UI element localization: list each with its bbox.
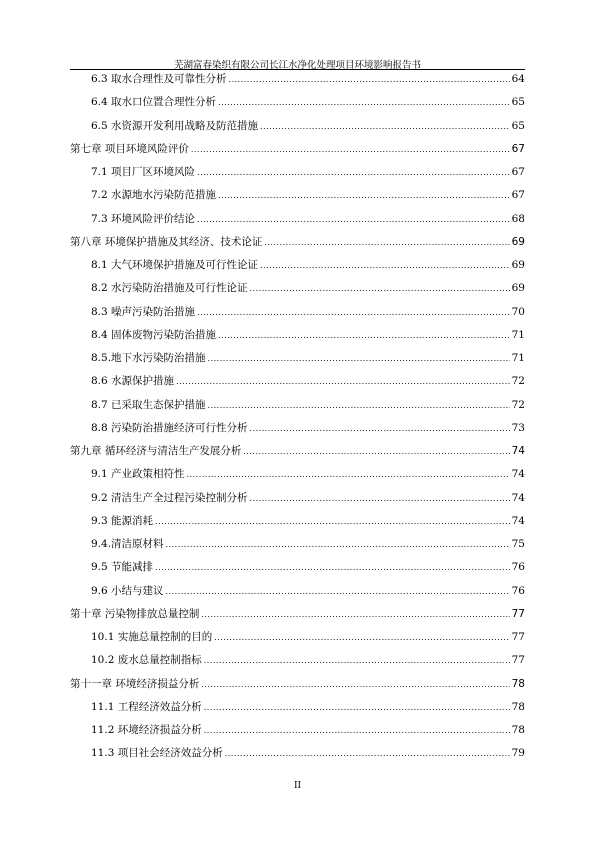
toc-entry-label: 8.5.地下水污染防治措施 bbox=[91, 352, 206, 364]
toc-dot-leader bbox=[166, 538, 510, 552]
toc-dot-leader bbox=[197, 213, 510, 227]
toc-section-entry[interactable] bbox=[91, 746, 525, 761]
toc-entry-page: 67 bbox=[511, 166, 525, 178]
toc-entry-page: 74 bbox=[511, 468, 525, 481]
toc-section-entry[interactable] bbox=[91, 351, 525, 366]
toc-section-entry[interactable] bbox=[91, 653, 525, 668]
toc-dot-leader bbox=[208, 399, 510, 413]
toc-entry-page: 65 bbox=[511, 119, 525, 132]
toc-section-entry[interactable] bbox=[91, 305, 525, 320]
toc-entry-label: 9.4.清洁原材料 bbox=[91, 538, 164, 550]
toc-entry-label: 8.8 污染防治措施经济可行性分析 bbox=[91, 421, 248, 434]
toc-entry-page: 70 bbox=[511, 305, 525, 318]
toc-chapter-entry[interactable] bbox=[70, 142, 525, 157]
toc-entry-page: 71 bbox=[511, 328, 525, 341]
toc-entry-label: 第九章 循环经济与清洁生产发展分析 bbox=[70, 445, 242, 457]
toc-dot-leader bbox=[218, 96, 510, 110]
toc-dot-leader bbox=[250, 492, 510, 506]
toc-entry-label: 9.1 产业政策相符性 bbox=[91, 468, 185, 481]
toc-entry-page: 78 bbox=[511, 677, 525, 690]
toc-entry-label: 9.2 清洁生产全过程污染控制分析 bbox=[91, 491, 248, 504]
toc-entry-label: 8.1 大气环境保护措施及可行性论证 bbox=[91, 259, 259, 271]
toc-entry-page: 77 bbox=[511, 607, 525, 620]
toc-dot-leader bbox=[260, 259, 510, 273]
toc-dot-leader bbox=[197, 166, 510, 180]
toc-entry-page: 69 bbox=[511, 235, 525, 248]
toc-dot-leader bbox=[218, 189, 510, 203]
toc-dot-leader bbox=[214, 631, 509, 645]
toc-entry-label: 11.3 项目社会经济效益分析 bbox=[91, 747, 223, 760]
toc-section-entry[interactable] bbox=[91, 374, 525, 389]
toc-entry-label: 11.1 工程经济效益分析 bbox=[91, 700, 202, 713]
toc-dot-leader bbox=[155, 515, 510, 529]
toc-dot-leader bbox=[166, 585, 510, 599]
toc-dot-leader bbox=[191, 143, 510, 157]
toc-section-entry[interactable] bbox=[91, 119, 525, 134]
page-number: II bbox=[293, 781, 302, 791]
toc-entry-label: 10.2 废水总量控制指标 bbox=[91, 654, 202, 667]
toc-chapter-entry[interactable] bbox=[70, 444, 525, 459]
toc-entry-label: 8.3 噪声污染防治措施 bbox=[91, 305, 196, 318]
toc-dot-leader bbox=[197, 306, 510, 320]
toc-section-entry[interactable] bbox=[91, 421, 525, 436]
toc-entry-page: 78 bbox=[511, 700, 525, 713]
toc-entry-label: 9.5 节能减排 bbox=[91, 561, 154, 574]
toc-section-entry[interactable] bbox=[91, 491, 525, 506]
toc-section-entry[interactable] bbox=[91, 560, 525, 575]
toc-section-entry[interactable] bbox=[91, 188, 525, 203]
toc-entry-label: 6.4 取水口位置合理性分析 bbox=[91, 96, 217, 109]
toc-entry-page: 72 bbox=[511, 398, 525, 411]
toc-entry-page: 68 bbox=[511, 212, 525, 225]
toc-entry-label: 6.5 水资源开发利用战略及防范措施 bbox=[91, 119, 259, 132]
toc-section-entry[interactable] bbox=[91, 584, 525, 599]
toc-dot-leader bbox=[250, 422, 510, 436]
toc-entry-label: 8.2 水污染防治措施及可行性论证 bbox=[91, 282, 248, 295]
toc-entry-page: 79 bbox=[511, 747, 525, 760]
toc-section-entry[interactable] bbox=[91, 630, 525, 645]
toc-dot-leader bbox=[187, 468, 510, 482]
toc-chapter-entry[interactable] bbox=[70, 607, 525, 622]
toc-entry-label: 7.2 水源地水污染防范措施 bbox=[91, 189, 217, 202]
toc-entry-label: 第十一章 环境经济损益分析 bbox=[70, 677, 200, 690]
toc-entry-page: 77 bbox=[511, 631, 525, 643]
toc-entry-page: 74 bbox=[511, 491, 525, 504]
toc-dot-leader bbox=[260, 120, 510, 134]
toc-entry-page: 69 bbox=[511, 282, 525, 295]
toc-entry-page: 74 bbox=[511, 514, 525, 527]
toc-dot-leader bbox=[250, 282, 510, 296]
toc-dot-leader bbox=[204, 724, 510, 738]
header-rule bbox=[70, 69, 525, 70]
toc-entry-label: 第七章 项目环境风险评价 bbox=[70, 142, 189, 155]
toc-section-entry[interactable] bbox=[91, 72, 525, 87]
toc-entry-page: 65 bbox=[511, 96, 525, 109]
toc-dot-leader bbox=[225, 747, 510, 761]
toc-section-entry[interactable] bbox=[91, 212, 525, 227]
toc-entry-label: 7.1 项目厂区环境风险 bbox=[91, 166, 196, 178]
toc-dot-leader bbox=[204, 654, 510, 668]
toc-section-entry[interactable] bbox=[91, 467, 525, 482]
toc-entry-page: 74 bbox=[511, 445, 525, 457]
toc-entry-label: 7.3 环境风险评价结论 bbox=[91, 212, 196, 225]
toc-dot-leader bbox=[201, 608, 509, 622]
toc-entry-page: 76 bbox=[511, 584, 525, 597]
toc-dot-leader bbox=[155, 561, 510, 575]
toc-entry-page: 77 bbox=[511, 654, 525, 667]
toc-entry-page: 67 bbox=[511, 142, 525, 155]
toc-entry-page: 71 bbox=[511, 352, 525, 364]
toc-chapter-entry[interactable] bbox=[70, 235, 525, 250]
toc-dot-leader bbox=[176, 375, 510, 389]
toc-dot-leader bbox=[218, 329, 510, 343]
toc-entry-page: 67 bbox=[511, 189, 525, 202]
toc-section-entry[interactable] bbox=[91, 723, 525, 738]
toc-entry-page: 69 bbox=[511, 259, 525, 271]
toc-dot-leader bbox=[264, 236, 509, 250]
toc-entry-page: 73 bbox=[511, 421, 525, 434]
toc-section-entry[interactable] bbox=[91, 514, 525, 529]
toc-entry-page: 78 bbox=[511, 724, 525, 736]
toc-entry-label: 6.3 取水合理性及可靠性分析 bbox=[91, 73, 227, 85]
toc-entry-label: 第十章 污染物排放总量控制 bbox=[70, 607, 200, 620]
toc-entry-label: 9.3 能源消耗 bbox=[91, 514, 154, 527]
toc-dot-leader bbox=[229, 73, 510, 87]
toc-entry-label: 第八章 环境保护措施及其经济、技术论证 bbox=[70, 235, 263, 248]
toc-entry-page: 64 bbox=[511, 73, 525, 85]
toc-chapter-entry[interactable] bbox=[70, 677, 525, 692]
toc-section-entry[interactable] bbox=[91, 258, 525, 273]
toc-section-entry[interactable] bbox=[91, 95, 525, 110]
toc-section-entry[interactable] bbox=[91, 398, 525, 413]
toc-entry-label: 8.7 已采取生态保护措施 bbox=[91, 398, 206, 411]
toc-section-entry[interactable] bbox=[91, 537, 525, 552]
toc-section-entry[interactable] bbox=[91, 165, 525, 180]
toc-entry-page: 76 bbox=[511, 561, 525, 574]
toc-entry-label: 8.4 固体废物污染防治措施 bbox=[91, 328, 217, 341]
toc-entry-page: 72 bbox=[511, 375, 525, 388]
toc-section-entry[interactable] bbox=[91, 328, 525, 343]
toc-entry-page: 75 bbox=[511, 538, 525, 550]
toc-section-entry[interactable] bbox=[91, 281, 525, 296]
toc-section-entry[interactable] bbox=[91, 700, 525, 715]
toc-entry-label: 8.6 水源保护措施 bbox=[91, 375, 175, 388]
toc-entry-label: 9.6 小结与建议 bbox=[91, 584, 164, 597]
toc-entry-label: 11.2 环境经济损益分析 bbox=[91, 724, 202, 736]
toc-dot-leader bbox=[204, 701, 510, 715]
toc-dot-leader bbox=[243, 445, 509, 459]
page-header: 芜湖富春染织有限公司长江水净化处理项目环境影响报告书 bbox=[173, 60, 421, 71]
toc-entry-label: 10.1 实施总量控制的目的 bbox=[91, 631, 213, 643]
toc-dot-leader bbox=[208, 352, 510, 366]
toc-dot-leader bbox=[201, 678, 509, 692]
